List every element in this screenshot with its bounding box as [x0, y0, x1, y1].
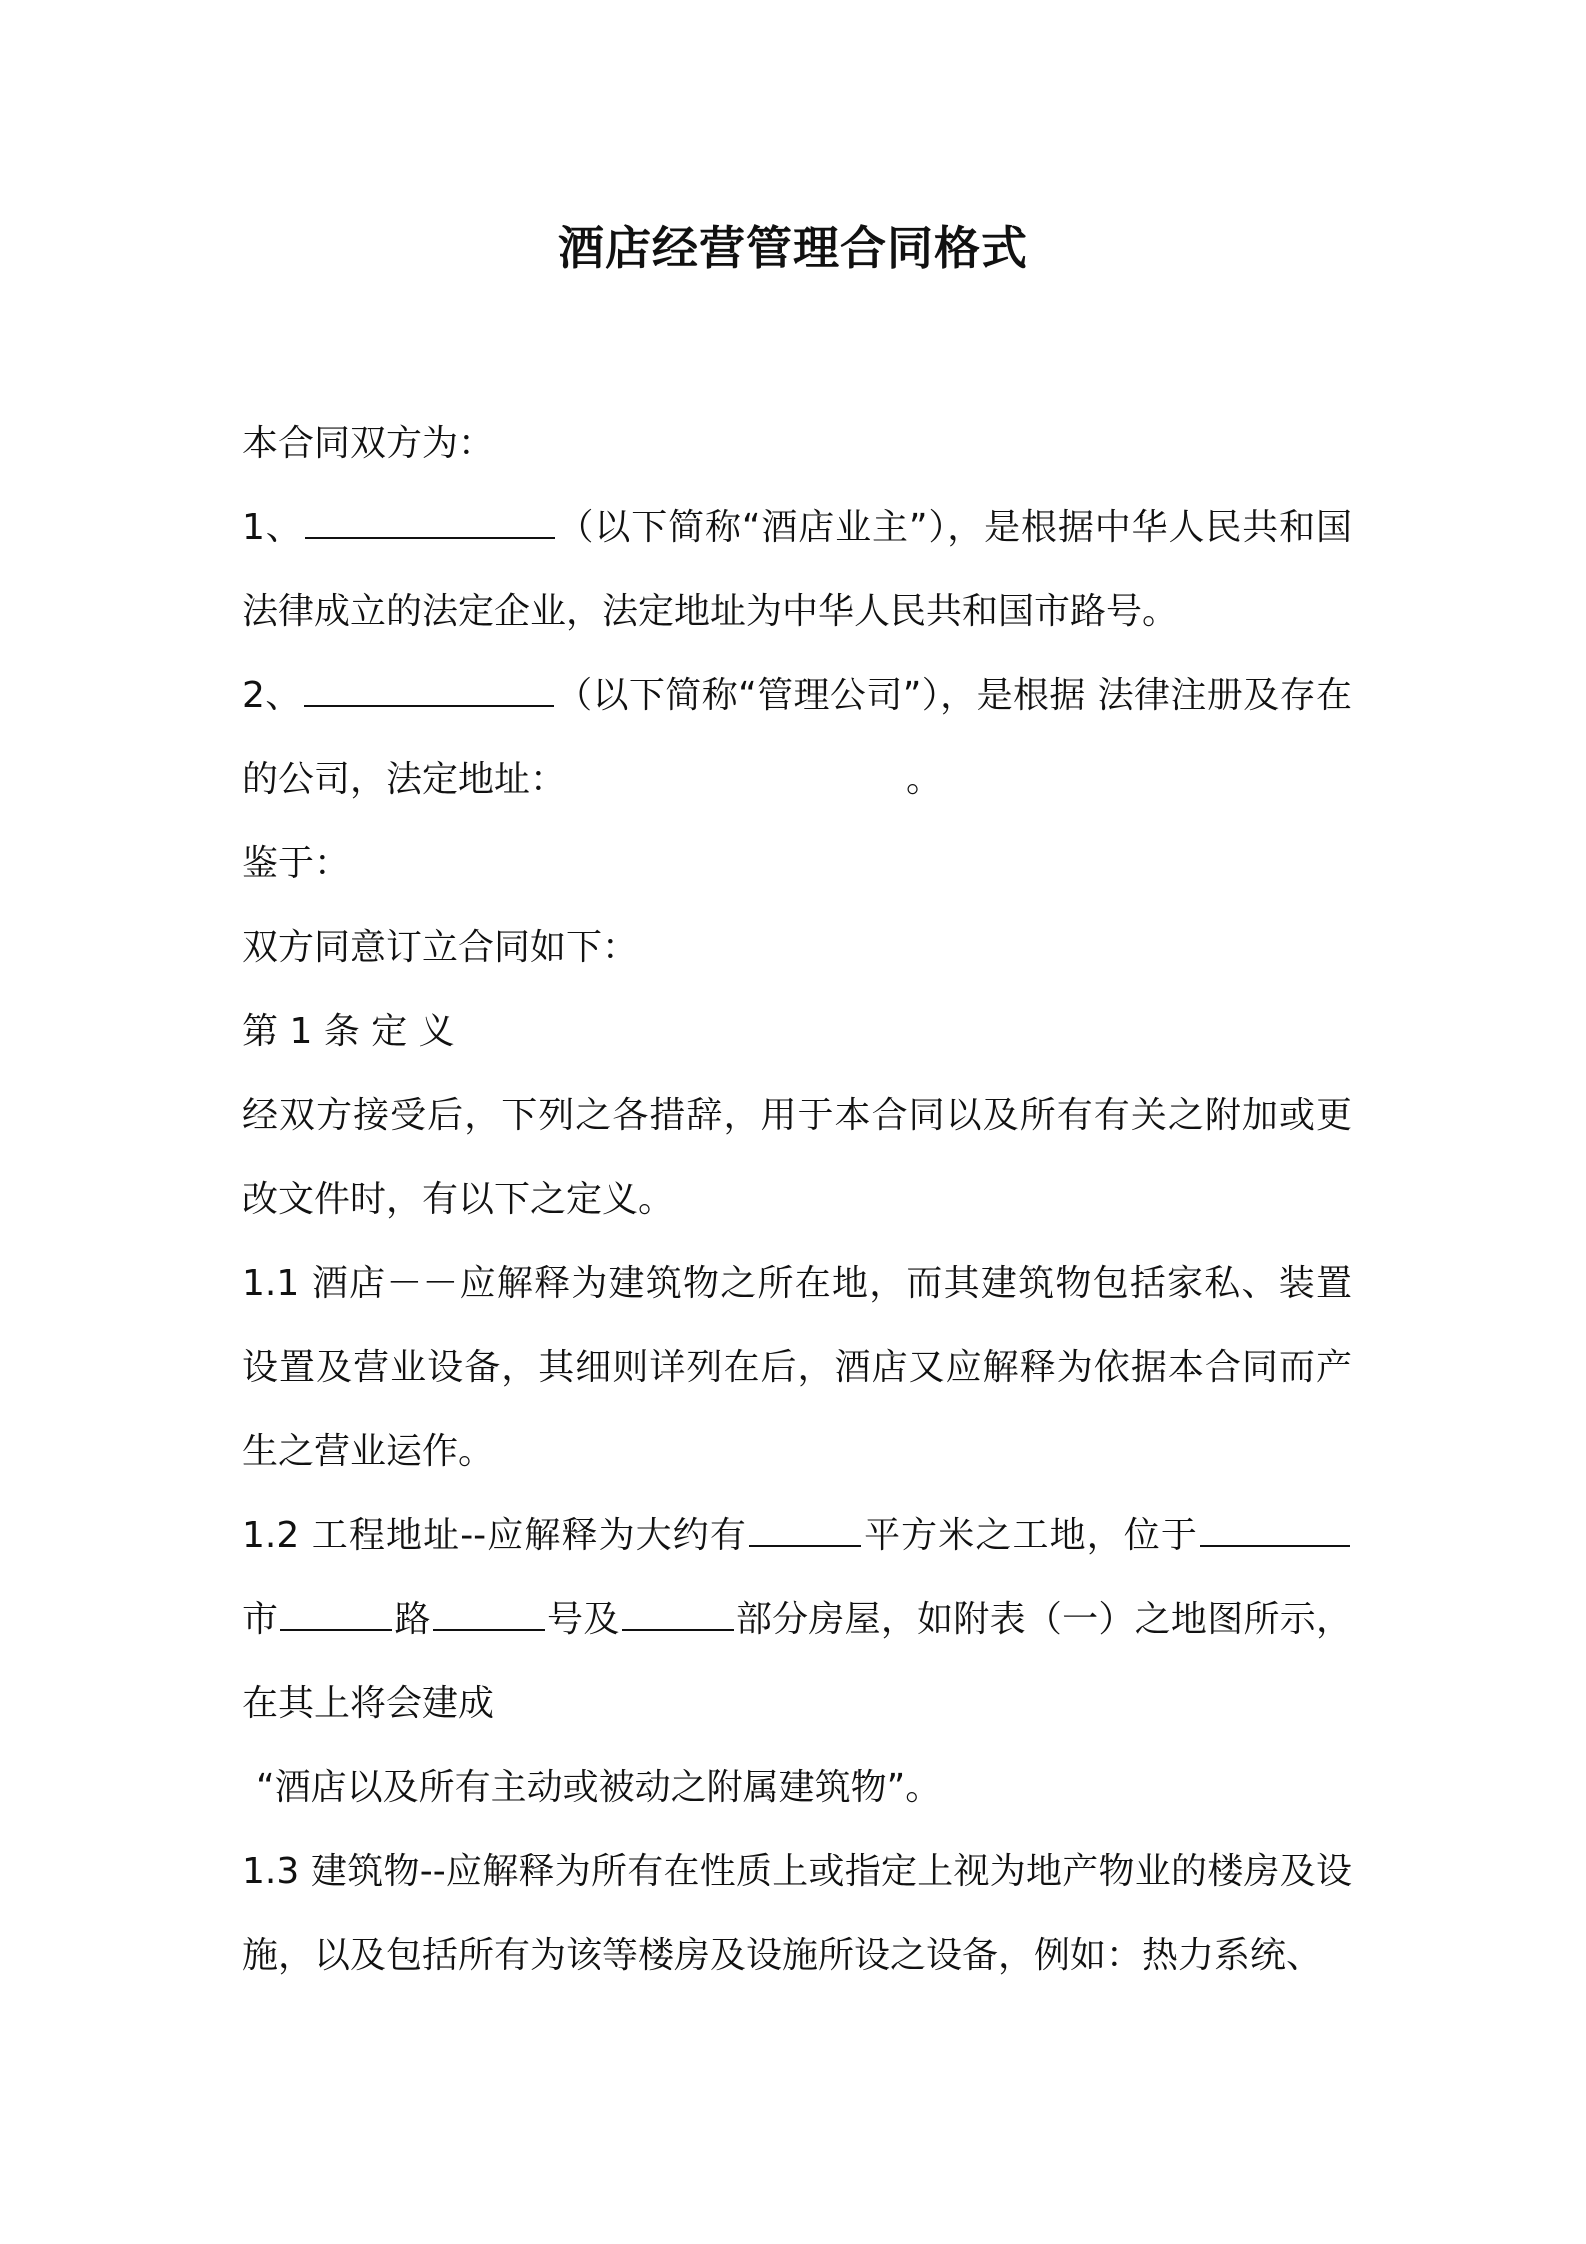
area-blank — [749, 1511, 861, 1547]
party-2-number: 2、 — [242, 675, 302, 716]
document-title: 酒店经营管理合同格式 — [558, 221, 1028, 275]
clause-1-3: 1.3 建筑物--应解释为所有在性质上或指定上视为地产物业的楼房及设施，以及包括所有为该等楼房及设施所设之设备，例如：热力系统、 — [242, 1851, 1352, 1976]
whereas-line: 鉴于： — [242, 843, 351, 884]
document-body — [242, 402, 1352, 1998]
location-blank — [1200, 1511, 1350, 1547]
clause-1-2-part: 1.2 工程地址--应解释为大约有 — [242, 1515, 747, 1556]
party-2-name-blank — [304, 671, 554, 707]
party-1-number: 1、 — [242, 507, 303, 548]
party-1-paragraph — [242, 486, 1352, 654]
clause-1-2-part: 路 — [394, 1599, 431, 1640]
intro-line: 本合同双方为： — [242, 423, 495, 464]
clause-1-2-part: 部分房屋，如附表（一）之地图所示，在其上将会建成 — [242, 1599, 1352, 1724]
party-2-text: （以下简称“管理公司”），是根据 法律注册及存在的公司，法定地址： — [242, 675, 1352, 800]
number-blank — [622, 1595, 734, 1631]
road-blank — [433, 1595, 545, 1631]
agree-line: 双方同意订立合同如下： — [242, 927, 639, 968]
clause-1-2-part: 号及 — [546, 1599, 620, 1640]
clause-1-2-part: 平方米之工地，位于 — [862, 1515, 1198, 1556]
city-blank — [280, 1595, 392, 1631]
clause-1-1: 1.1 酒店－－应解释为建筑物之所在地，而其建筑物包括家私、装置设置及营业设备，其细则详列在后，酒店又应解释为依据本合同而产生之营业运作。 — [242, 1263, 1352, 1472]
clause-1-2-quote: “酒店以及所有主动或被动之附属建筑物”。 — [256, 1767, 942, 1808]
article-1-heading: 第 1 条 定 义 — [242, 1011, 455, 1052]
party-1-name-blank — [305, 503, 555, 539]
clause-1-2-part: 市 — [242, 1599, 279, 1640]
party-2-end: 。 — [906, 759, 943, 800]
party-2-paragraph — [242, 654, 1352, 822]
party-1-text: （以下简称“酒店业主”），是根据中华人民共和国法律成立的法定企业，法定地址为中华人民共和国市路号。 — [242, 507, 1352, 632]
clause-1-2 — [242, 1494, 1352, 1746]
article-1-intro: 经双方接受后，下列之各措辞，用于本合同以及所有有关之附加或更改文件时，有以下之定义。 — [242, 1095, 1352, 1220]
